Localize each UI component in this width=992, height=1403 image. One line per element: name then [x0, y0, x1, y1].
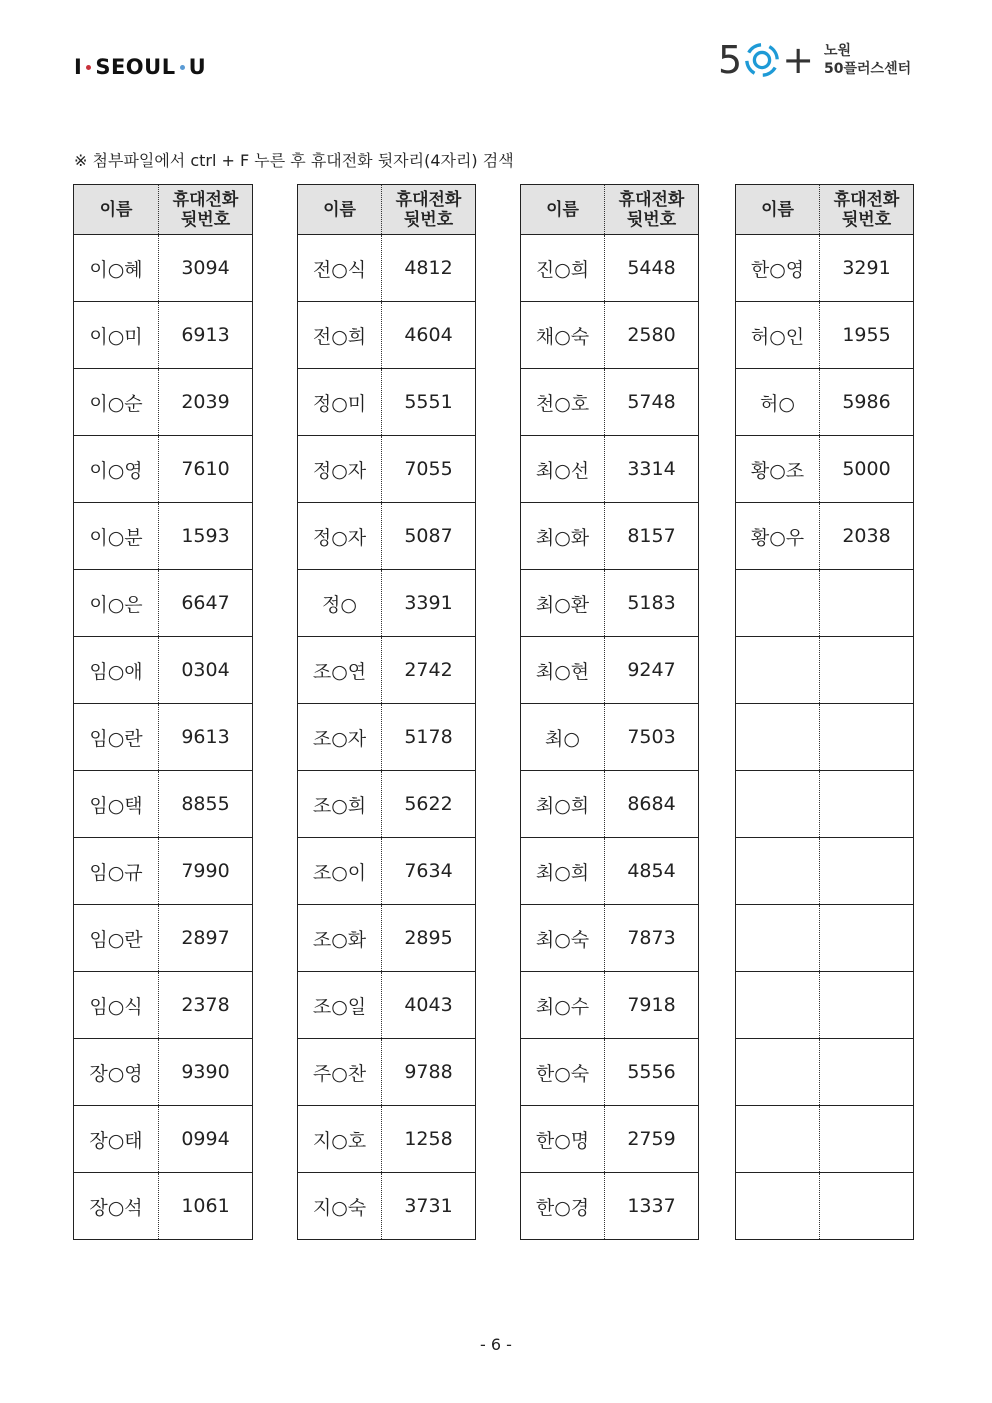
phone-cell: 9390 [159, 1039, 253, 1106]
table-row [74, 771, 253, 838]
name-cell: 최○희 [521, 838, 605, 905]
table-row [298, 1039, 476, 1106]
phone-cell: 5183 [605, 570, 699, 637]
table-row [521, 704, 699, 771]
name-cell: 임○애 [74, 637, 159, 704]
name-cell: 최○ [521, 704, 605, 771]
table-header-row [521, 185, 699, 235]
phone-cell: 4043 [382, 972, 476, 1039]
name-cell: 조○희 [298, 771, 382, 838]
table-row [521, 1039, 699, 1106]
name-cell [736, 1106, 820, 1173]
table-row [736, 1039, 914, 1106]
phone-cell: 3291 [820, 235, 914, 302]
name-phone-table-3 [520, 184, 699, 1240]
table-row [521, 1106, 699, 1173]
name-cell: 임○식 [74, 972, 159, 1039]
phone-cell: 3094 [159, 235, 253, 302]
table-row [74, 436, 253, 503]
name-cell: 최○희 [521, 771, 605, 838]
phone-cell: 1337 [605, 1173, 699, 1240]
table-row [521, 838, 699, 905]
name-cell: 장○영 [74, 1039, 159, 1106]
name-cell: 최○선 [521, 436, 605, 503]
table-row [74, 838, 253, 905]
name-cell: 허○ [736, 369, 820, 436]
logo-plus: + [782, 38, 815, 82]
phone-cell [820, 905, 914, 972]
table-row [736, 570, 914, 637]
phone-cell: 0994 [159, 1106, 253, 1173]
name-cell [736, 1173, 820, 1240]
phone-cell: 8157 [605, 503, 699, 570]
table-row [298, 369, 476, 436]
logo-number: 5 [718, 38, 743, 82]
logo-text [824, 42, 911, 78]
phone-cell: 2897 [159, 905, 253, 972]
name-cell: 조○연 [298, 637, 382, 704]
phone-cell: 1593 [159, 503, 253, 570]
table-row [298, 905, 476, 972]
phone-cell [820, 570, 914, 637]
table-row [298, 503, 476, 570]
table-header-row [298, 185, 476, 235]
table-row [298, 704, 476, 771]
table-row [74, 637, 253, 704]
column-header-phone [382, 185, 476, 235]
logo-blue-dot [180, 65, 185, 70]
table-row [74, 1039, 253, 1106]
phone-cell: 1061 [159, 1173, 253, 1240]
table-row [74, 302, 253, 369]
column-header-name: 이름 [736, 185, 820, 235]
name-cell: 주○찬 [298, 1039, 382, 1106]
table-row [521, 637, 699, 704]
logo-text-i: I [74, 55, 83, 79]
phone-cell: 5087 [382, 503, 476, 570]
phone-cell [820, 1173, 914, 1240]
name-cell: 임○란 [74, 704, 159, 771]
table-row [74, 972, 253, 1039]
phone-cell: 9613 [159, 704, 253, 771]
phone-cell: 9247 [605, 637, 699, 704]
name-cell [736, 570, 820, 637]
table-row [521, 302, 699, 369]
table-row [736, 838, 914, 905]
phone-cell [820, 1039, 914, 1106]
phone-cell: 7503 [605, 704, 699, 771]
name-cell [736, 771, 820, 838]
table-row [298, 570, 476, 637]
table-row [521, 972, 699, 1039]
phone-cell: 7990 [159, 838, 253, 905]
phone-cell [820, 972, 914, 1039]
name-cell: 최○수 [521, 972, 605, 1039]
phone-cell: 7918 [605, 972, 699, 1039]
name-cell: 진○희 [521, 235, 605, 302]
phone-cell: 0304 [159, 637, 253, 704]
phone-cell: 2039 [159, 369, 253, 436]
table-row [736, 503, 914, 570]
table-row [74, 1106, 253, 1173]
table-row [736, 905, 914, 972]
name-phone-table-1 [73, 184, 253, 1240]
phone-cell: 9788 [382, 1039, 476, 1106]
column-header-name: 이름 [74, 185, 159, 235]
search-instruction: ※ 첨부파일에서 ctrl + F 누른 후 휴대전화 뒷자리(4자리) 검색 [74, 151, 514, 170]
phone-cell: 2759 [605, 1106, 699, 1173]
phone-cell: 6647 [159, 570, 253, 637]
table-row [74, 905, 253, 972]
table-row [736, 436, 914, 503]
table-row [298, 235, 476, 302]
table-row [298, 302, 476, 369]
table-row [736, 1173, 914, 1240]
phone-cell: 2378 [159, 972, 253, 1039]
phone-cell: 7873 [605, 905, 699, 972]
name-cell: 최○숙 [521, 905, 605, 972]
column-header-phone [820, 185, 914, 235]
phone-cell: 5551 [382, 369, 476, 436]
phone-cell: 5986 [820, 369, 914, 436]
name-cell: 정○미 [298, 369, 382, 436]
table-row [521, 436, 699, 503]
name-cell [736, 637, 820, 704]
table-row [736, 1106, 914, 1173]
table-row [298, 436, 476, 503]
table-row [298, 972, 476, 1039]
phone-cell: 4854 [605, 838, 699, 905]
phone-cell [820, 771, 914, 838]
column-header-phone-line1: 휴대전화 [618, 189, 685, 210]
name-cell [736, 905, 820, 972]
name-cell: 정○자 [298, 503, 382, 570]
name-cell [736, 704, 820, 771]
phone-cell [820, 637, 914, 704]
name-cell: 황○조 [736, 436, 820, 503]
name-cell: 이○순 [74, 369, 159, 436]
table-row [298, 838, 476, 905]
column-header-name: 이름 [521, 185, 605, 235]
phone-cell: 1258 [382, 1106, 476, 1173]
phone-cell: 4604 [382, 302, 476, 369]
name-cell: 한○경 [521, 1173, 605, 1240]
table-row [74, 570, 253, 637]
name-phone-table-4 [735, 184, 914, 1240]
phone-cell: 2038 [820, 503, 914, 570]
name-cell [736, 1039, 820, 1106]
name-cell: 장○태 [74, 1106, 159, 1173]
column-header-phone-line1: 휴대전화 [833, 189, 900, 210]
name-cell: 지○호 [298, 1106, 382, 1173]
name-cell: 임○란 [74, 905, 159, 972]
name-cell: 조○자 [298, 704, 382, 771]
name-cell: 이○분 [74, 503, 159, 570]
name-cell: 임○규 [74, 838, 159, 905]
phone-cell: 5556 [605, 1039, 699, 1106]
phone-cell: 7055 [382, 436, 476, 503]
name-cell: 이○은 [74, 570, 159, 637]
name-cell [736, 972, 820, 1039]
table-row [521, 235, 699, 302]
name-cell: 허○인 [736, 302, 820, 369]
phone-cell: 3391 [382, 570, 476, 637]
table-row [736, 369, 914, 436]
column-header-phone-line1: 휴대전화 [172, 189, 239, 210]
table-row [74, 235, 253, 302]
name-cell: 황○우 [736, 503, 820, 570]
logo-text-u: U [188, 55, 207, 79]
name-cell: 천○호 [521, 369, 605, 436]
phone-cell: 4812 [382, 235, 476, 302]
logo-text-seoul: SEOUL [95, 55, 176, 79]
name-cell: 최○현 [521, 637, 605, 704]
table-row [298, 1106, 476, 1173]
table-row [298, 1173, 476, 1240]
phone-cell: 7634 [382, 838, 476, 905]
name-cell: 채○숙 [521, 302, 605, 369]
name-phone-table-2 [297, 184, 476, 1240]
phone-cell: 8855 [159, 771, 253, 838]
phone-cell: 1955 [820, 302, 914, 369]
phone-cell: 5178 [382, 704, 476, 771]
logo-text-line1: 노원 [824, 43, 852, 59]
column-header-name: 이름 [298, 185, 382, 235]
phone-cell: 3314 [605, 436, 699, 503]
name-cell [736, 838, 820, 905]
table-row [521, 905, 699, 972]
table-row [74, 1173, 253, 1240]
table-header-row [736, 185, 914, 235]
table-row [74, 503, 253, 570]
table-row [736, 235, 914, 302]
name-cell: 정○ [298, 570, 382, 637]
name-cell: 이○미 [74, 302, 159, 369]
phone-cell: 6913 [159, 302, 253, 369]
logo-text-line2: 50플러스센터 [824, 61, 912, 77]
name-cell: 이○영 [74, 436, 159, 503]
table-row [521, 1173, 699, 1240]
table-row [74, 369, 253, 436]
column-header-phone-line2: 뒷번호 [180, 209, 231, 230]
phone-cell: 5748 [605, 369, 699, 436]
table-row [521, 771, 699, 838]
table-header-row [74, 185, 253, 235]
i-seoul-u-logo [74, 52, 206, 82]
column-header-phone-line2: 뒷번호 [403, 209, 454, 230]
page-number: - 6 - [480, 1335, 512, 1354]
phone-cell: 5622 [382, 771, 476, 838]
table-row [74, 704, 253, 771]
table-row [736, 637, 914, 704]
column-header-phone [159, 185, 253, 235]
name-cell: 조○화 [298, 905, 382, 972]
phone-cell: 5448 [605, 235, 699, 302]
table-row [736, 302, 914, 369]
logo-red-dot [86, 65, 91, 70]
column-header-phone-line1: 휴대전화 [395, 189, 462, 210]
phone-cell [820, 704, 914, 771]
target-ring-icon [743, 41, 781, 79]
name-cell: 정○자 [298, 436, 382, 503]
nowon-50plus-logo [718, 36, 911, 84]
phone-cell: 8684 [605, 771, 699, 838]
column-header-phone-line2: 뒷번호 [626, 209, 677, 230]
phone-cell: 2742 [382, 637, 476, 704]
table-row [298, 771, 476, 838]
table-row [736, 704, 914, 771]
phone-cell [820, 838, 914, 905]
name-cell: 이○혜 [74, 235, 159, 302]
name-cell: 조○이 [298, 838, 382, 905]
name-cell: 한○영 [736, 235, 820, 302]
phone-cell: 5000 [820, 436, 914, 503]
name-cell: 장○석 [74, 1173, 159, 1240]
phone-cell: 7610 [159, 436, 253, 503]
name-cell: 임○택 [74, 771, 159, 838]
table-row [736, 771, 914, 838]
name-cell: 전○희 [298, 302, 382, 369]
column-header-phone-line2: 뒷번호 [841, 209, 892, 230]
phone-cell: 2580 [605, 302, 699, 369]
column-header-phone [605, 185, 699, 235]
phone-cell: 2895 [382, 905, 476, 972]
phone-cell [820, 1106, 914, 1173]
table-row [521, 369, 699, 436]
name-cell: 전○식 [298, 235, 382, 302]
name-cell: 최○화 [521, 503, 605, 570]
phone-cell: 3731 [382, 1173, 476, 1240]
name-cell: 최○환 [521, 570, 605, 637]
name-cell: 조○일 [298, 972, 382, 1039]
table-row [521, 503, 699, 570]
name-cell: 지○숙 [298, 1173, 382, 1240]
table-row [736, 972, 914, 1039]
name-cell: 한○숙 [521, 1039, 605, 1106]
name-cell: 한○명 [521, 1106, 605, 1173]
table-row [521, 570, 699, 637]
table-row [298, 637, 476, 704]
